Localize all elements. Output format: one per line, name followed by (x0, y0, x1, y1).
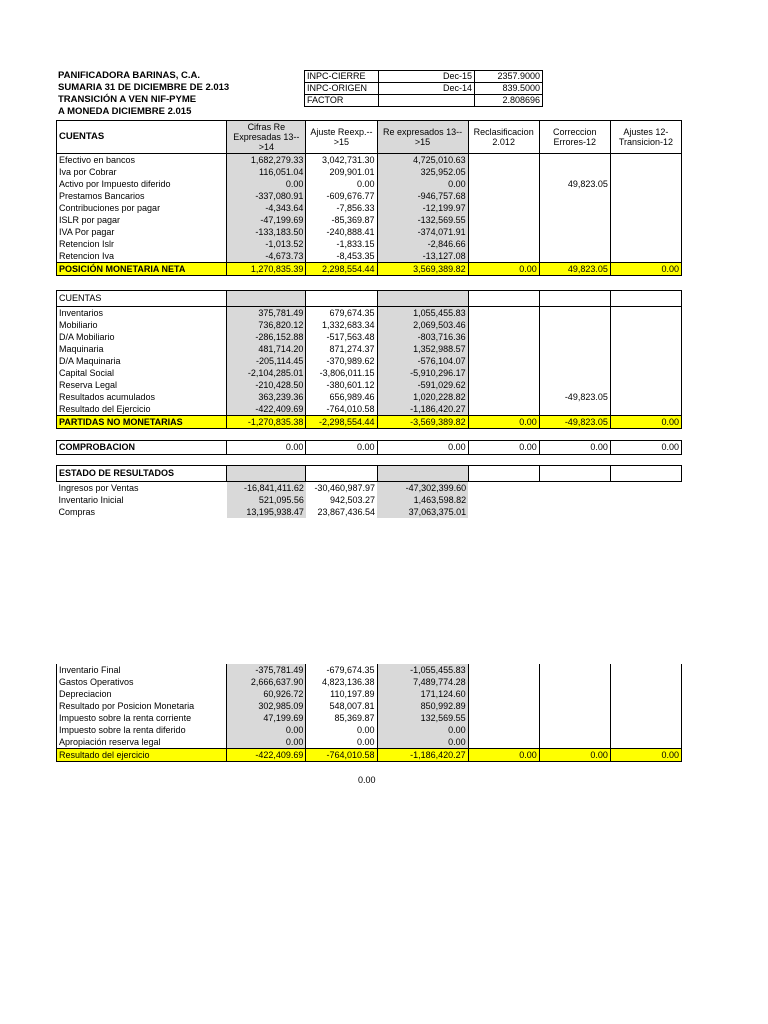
cell-value (468, 391, 539, 403)
cell-value: 302,985.09 (227, 700, 306, 712)
cell-value: 736,820.12 (227, 319, 306, 331)
cell-value: 942,503.27 (329, 495, 375, 505)
cell-value (539, 736, 610, 749)
inpc-value: 839.5000 (475, 83, 543, 95)
cell-value: 0.00 (227, 441, 306, 455)
cell-value: -370,989.62 (306, 355, 377, 367)
cell-value: -679,674.35 (306, 664, 377, 676)
cell-value (610, 379, 681, 391)
cell-value: 481,714.20 (227, 343, 306, 355)
row-label: Capital Social (57, 367, 227, 379)
inpc-value: 2.808696 (475, 95, 543, 107)
cell-value (468, 319, 539, 331)
cell-value: -1,833.15 (306, 238, 377, 250)
table-row (57, 724, 682, 736)
cell-value: -1,186,420.27 (377, 403, 468, 416)
cell-value: -12,199.97 (377, 202, 468, 214)
row-label: PARTIDAS NO MONETARIAS (57, 416, 227, 429)
header-correccion: Correccion Errores-12 (539, 121, 610, 154)
header-ajuste-reexp: Ajuste Reexp.-->15 (306, 121, 377, 154)
header-cifras-reexpresadas: Cifras Re Expresadas 13-->14 (227, 121, 306, 154)
cell-value (539, 343, 610, 355)
cell-value (539, 226, 610, 238)
table-row (57, 355, 682, 367)
cell-value: 325,952.05 (377, 166, 468, 178)
cell-value: 0.00 (610, 749, 681, 762)
cell-value: 116,051.04 (227, 166, 306, 178)
inpc-value: 2357.9000 (475, 71, 543, 83)
section-title: CUENTAS (57, 291, 227, 307)
cell-value (468, 676, 539, 688)
cell-value: 0.00 (227, 724, 306, 736)
row-label: D/A Maquinaria (57, 355, 227, 367)
row-label: Mobiliario (57, 319, 227, 331)
transition-title: TRANSICIÓN A VEN NIF-PYME (58, 94, 197, 105)
inpc-row (305, 83, 543, 95)
nonmonetary-table (56, 290, 682, 429)
header-reclasificacion: Reclasificacion 2.012 (468, 121, 539, 154)
cell-value: 0.00 (377, 724, 468, 736)
cell-value: -8,453.35 (306, 250, 377, 263)
cell-value: -3,806,011.15 (306, 367, 377, 379)
cell-value: -85,369.87 (306, 214, 377, 226)
table-row (57, 482, 682, 495)
cell-value: 0.00 (610, 441, 681, 455)
cell-value: 0.00 (306, 178, 377, 190)
row-label: Gastos Operativos (57, 676, 227, 688)
row-label: Ingresos por Ventas (58, 483, 139, 493)
cell-value (468, 343, 539, 355)
cell-value (539, 724, 610, 736)
cell-value (539, 250, 610, 263)
cell-value: 4,823,136.38 (306, 676, 377, 688)
cell-value: -764,010.58 (306, 749, 377, 762)
cell-value: 209,901.01 (306, 166, 377, 178)
cell-value: -517,563.48 (306, 331, 377, 343)
cell-value: -2,298,554.44 (306, 416, 377, 429)
cell-value (539, 238, 610, 250)
table-row (57, 343, 682, 355)
cell-value (468, 379, 539, 391)
row-label: Apropiación reserva legal (57, 736, 227, 749)
inpc-table (304, 70, 543, 107)
cell-value (610, 736, 681, 749)
cell-value: 0.00 (610, 416, 681, 429)
cell-value (468, 736, 539, 749)
cell-value: -1,270,835.38 (227, 416, 306, 429)
cell-value: 1,270,835.39 (227, 263, 306, 276)
cell-value (539, 664, 610, 676)
cell-value (610, 166, 681, 178)
cell-value: 679,674.35 (306, 307, 377, 320)
total-row (57, 263, 682, 276)
cell-value (539, 403, 610, 416)
table-row (57, 676, 682, 688)
header-reexpresados: Re expresados 13-->15 (377, 121, 468, 154)
cell-value: 4,725,010.63 (377, 154, 468, 167)
header-cuentas: CUENTAS (57, 121, 227, 154)
cell-value: 0.00 (227, 736, 306, 749)
cell-value: 171,124.60 (377, 688, 468, 700)
cell-value (468, 712, 539, 724)
cell-value (610, 154, 681, 167)
row-label: IVA Por pagar (57, 226, 227, 238)
cell-value: -7,856.33 (306, 202, 377, 214)
cell-value: 0.00 (610, 263, 681, 276)
table-row (57, 712, 682, 724)
cell-value: 0.00 (377, 178, 468, 190)
monetary-table (56, 120, 682, 276)
cell-value (468, 494, 539, 506)
cell-value (468, 688, 539, 700)
cell-value: -47,199.69 (227, 214, 306, 226)
cell-value: -30,460,987.97 (314, 483, 375, 493)
cell-value (468, 226, 539, 238)
cell-value: -1,186,420.27 (377, 749, 468, 762)
cell-value: -2,846.66 (377, 238, 468, 250)
cell-value (610, 724, 681, 736)
cell-value: 0.00 (377, 736, 468, 749)
cell-value (610, 214, 681, 226)
row-label: Contribuciones por pagar (57, 202, 227, 214)
row-label: Maquinaria (57, 343, 227, 355)
cell-value (468, 214, 539, 226)
cell-value: -576,104.07 (377, 355, 468, 367)
row-label: Resultado del Ejercicio (57, 403, 227, 416)
cell-value: 132,569.55 (377, 712, 468, 724)
cell-value (610, 238, 681, 250)
cell-value (539, 494, 610, 506)
cell-value: -49,823.05 (539, 391, 610, 403)
cell-value: 2,298,554.44 (306, 263, 377, 276)
cell-value: -13,127.08 (377, 250, 468, 263)
table-row (57, 307, 682, 320)
cell-value: -2,104,285.01 (227, 367, 306, 379)
table-row (57, 214, 682, 226)
table-row (57, 391, 682, 403)
cell-value: 2,069,503.46 (377, 319, 468, 331)
cell-value (610, 700, 681, 712)
income-table-top (56, 465, 682, 518)
cell-value: 0.00 (306, 736, 377, 749)
row-label: COMPROBACION (57, 441, 227, 455)
cell-value (610, 307, 681, 320)
cell-value: 2,666,637.90 (227, 676, 306, 688)
cell-value: -286,152.88 (227, 331, 306, 343)
cell-value: -422,409.69 (227, 403, 306, 416)
cell-value: -374,071.91 (377, 226, 468, 238)
table-row (57, 736, 682, 749)
cell-value (610, 391, 681, 403)
table-row (57, 331, 682, 343)
cell-value: 0.00 (539, 441, 610, 455)
cell-value: 13,195,938.47 (227, 506, 306, 518)
cell-value (539, 379, 610, 391)
cell-value: -205,114.45 (227, 355, 306, 367)
table-row (57, 178, 682, 190)
cell-value: -3,569,389.82 (377, 416, 468, 429)
cell-value (610, 202, 681, 214)
cell-value: 521,095.56 (227, 494, 306, 506)
cell-value: 85,369.87 (306, 712, 377, 724)
cell-value: 49,823.05 (539, 178, 610, 190)
cell-value: 1,332,683.34 (306, 319, 377, 331)
row-label: Reserva Legal (57, 379, 227, 391)
row-label: Inventario Inicial (58, 495, 124, 505)
cell-value: -4,343.64 (227, 202, 306, 214)
cell-value (468, 482, 539, 495)
company-name: PANIFICADORA BARINAS, C.A. (58, 70, 200, 81)
cell-value (468, 700, 539, 712)
cell-value (539, 506, 610, 518)
cell-value (610, 331, 681, 343)
cell-value: 850,992.89 (377, 700, 468, 712)
check-table (56, 440, 682, 455)
cell-value: 1,020,228.82 (377, 391, 468, 403)
cell-value (610, 178, 681, 190)
currency-title: A MONEDA DICIEMBRE 2.015 (58, 106, 192, 117)
cell-value: 3,569,389.82 (377, 263, 468, 276)
section-title: ESTADO DE RESULTADOS (57, 466, 227, 482)
cell-value (610, 482, 681, 495)
inpc-label: INPC-CIERRE (305, 71, 379, 83)
inpc-date: Dec-15 (379, 71, 475, 83)
cell-value (468, 367, 539, 379)
cell-value: -803,716.36 (377, 331, 468, 343)
cell-value (610, 190, 681, 202)
table-row (57, 506, 682, 518)
cell-value: -337,080.91 (227, 190, 306, 202)
cell-value: 0.00 (539, 749, 610, 762)
cell-value: -5,910,296.17 (377, 367, 468, 379)
cell-value: 548,007.81 (306, 700, 377, 712)
cell-value: 656,989.46 (306, 391, 377, 403)
cell-value: -591,029.62 (377, 379, 468, 391)
cell-value (610, 367, 681, 379)
cell-value: -4,673.73 (227, 250, 306, 263)
row-label: Impuesto sobre la renta corriente (57, 712, 227, 724)
cell-value (539, 367, 610, 379)
cell-value: -49,823.05 (539, 416, 610, 429)
summary-date: SUMARIA 31 DE DICIEMBRE DE 2.013 (58, 82, 230, 93)
row-label: POSICIÓN MONETARIA NETA (57, 263, 227, 276)
row-label: Resultados acumulados (57, 391, 227, 403)
cell-value (468, 166, 539, 178)
footer-value: 0.00 (358, 775, 376, 785)
cell-value (539, 166, 610, 178)
cell-value: 1,682,279.33 (227, 154, 306, 167)
cell-value: 37,063,375.01 (377, 506, 468, 518)
income-table-bottom (56, 664, 682, 762)
inpc-row (305, 95, 543, 107)
table-row (57, 250, 682, 263)
table-row (57, 494, 682, 506)
row-label: Activo por Impuesto diferido (57, 178, 227, 190)
cell-value: -210,428.50 (227, 379, 306, 391)
cell-value (539, 319, 610, 331)
check-row (57, 441, 682, 455)
cell-value: 23,867,436.54 (317, 507, 375, 517)
cell-value (610, 664, 681, 676)
cell-value (468, 154, 539, 167)
cell-value: 0.00 (227, 178, 306, 190)
cell-value: 47,199.69 (227, 712, 306, 724)
cell-value (610, 343, 681, 355)
cell-value: -47,302,399.60 (377, 482, 468, 495)
cell-value: -609,676.77 (306, 190, 377, 202)
inpc-row (305, 71, 543, 83)
cell-value (468, 724, 539, 736)
cell-value (539, 676, 610, 688)
cell-value (610, 250, 681, 263)
cell-value: 375,781.49 (227, 307, 306, 320)
row-label: Prestamos Bancarios (57, 190, 227, 202)
header-ajustes: Ajustes 12-Transicion-12 (610, 121, 681, 154)
table-row (57, 379, 682, 391)
cell-value: 3,042,731.30 (306, 154, 377, 167)
table-row (57, 367, 682, 379)
cell-value (610, 403, 681, 416)
row-label: Efectivo en bancos (57, 154, 227, 167)
row-label: Retencion Iva (57, 250, 227, 263)
row-label: Compras (58, 507, 96, 517)
cell-value: -1,055,455.83 (377, 664, 468, 676)
cell-value: 0.00 (468, 263, 539, 276)
cell-value: -380,601.12 (306, 379, 377, 391)
cell-value (539, 214, 610, 226)
row-label: Depreciacion (57, 688, 227, 700)
cell-value (468, 190, 539, 202)
table-row (57, 688, 682, 700)
cell-value: -16,841,411.62 (227, 482, 306, 495)
cell-value (468, 355, 539, 367)
cell-value (610, 319, 681, 331)
cell-value (610, 506, 681, 518)
cell-value: 60,926.72 (227, 688, 306, 700)
cell-value (468, 664, 539, 676)
cell-value: 0.00 (468, 441, 539, 455)
table-row (57, 403, 682, 416)
table-row (57, 238, 682, 250)
total-row (57, 749, 682, 762)
inpc-date: Dec-14 (379, 83, 475, 95)
table-row (57, 319, 682, 331)
cell-value (610, 355, 681, 367)
cell-value (468, 178, 539, 190)
row-label: ISLR por pagar (57, 214, 227, 226)
row-label: Iva por Cobrar (57, 166, 227, 178)
cell-value: 7,489,774.28 (377, 676, 468, 688)
cell-value (610, 712, 681, 724)
total-row (57, 416, 682, 429)
cell-value: 49,823.05 (539, 263, 610, 276)
cell-value (539, 307, 610, 320)
cell-value (539, 154, 610, 167)
cell-value: 0.00 (468, 416, 539, 429)
row-label: D/A Mobiliario (57, 331, 227, 343)
cell-value: -1,013.52 (227, 238, 306, 250)
cell-value: 1,352,988.57 (377, 343, 468, 355)
inpc-label: INPC-ORIGEN (305, 83, 379, 95)
cell-value (468, 403, 539, 416)
cell-value: 0.00 (306, 441, 377, 455)
cell-value: 871,274.37 (306, 343, 377, 355)
cell-value (539, 190, 610, 202)
cell-value (610, 494, 681, 506)
cell-value: -422,409.69 (227, 749, 306, 762)
cell-value (539, 700, 610, 712)
cell-value: -764,010.58 (306, 403, 377, 416)
cell-value (539, 355, 610, 367)
cell-value: -132,569.55 (377, 214, 468, 226)
cell-value: 1,463,598.82 (377, 494, 468, 506)
table-row (57, 202, 682, 214)
cell-value: 363,239.36 (227, 391, 306, 403)
cell-value: 110,197.89 (306, 688, 377, 700)
inpc-date (379, 95, 475, 107)
row-label: Inventario Final (57, 664, 227, 676)
cell-value (539, 202, 610, 214)
cell-value (468, 307, 539, 320)
cell-value (539, 688, 610, 700)
cell-value: -240,888.41 (306, 226, 377, 238)
row-label: Resultado del ejercicio (57, 749, 227, 762)
cell-value: -375,781.49 (227, 664, 306, 676)
cell-value (468, 331, 539, 343)
row-label: Inventarios (57, 307, 227, 320)
cell-value (468, 202, 539, 214)
cell-value: 0.00 (468, 749, 539, 762)
row-label: Resultado por Posicion Monetaria (57, 700, 227, 712)
cell-value: -133,183.50 (227, 226, 306, 238)
table-row (57, 190, 682, 202)
row-label: Retencion Islr (57, 238, 227, 250)
cell-value (539, 482, 610, 495)
cell-value (468, 238, 539, 250)
cell-value (539, 331, 610, 343)
cell-value: 0.00 (306, 724, 377, 736)
section-header-row (57, 466, 682, 482)
section-header-row (57, 291, 682, 307)
cell-value (539, 712, 610, 724)
table-row (57, 664, 682, 676)
column-header-row (57, 121, 682, 154)
cell-value (468, 506, 539, 518)
inpc-label: FACTOR (305, 95, 379, 107)
table-row (57, 154, 682, 167)
cell-value: 0.00 (377, 441, 468, 455)
table-row (57, 226, 682, 238)
cell-value (610, 226, 681, 238)
table-row (57, 166, 682, 178)
cell-value (610, 676, 681, 688)
row-label: Impuesto sobre la renta diferido (57, 724, 227, 736)
table-row (57, 700, 682, 712)
cell-value (468, 250, 539, 263)
cell-value: -946,757.68 (377, 190, 468, 202)
cell-value: 1,055,455.83 (377, 307, 468, 320)
cell-value (610, 688, 681, 700)
